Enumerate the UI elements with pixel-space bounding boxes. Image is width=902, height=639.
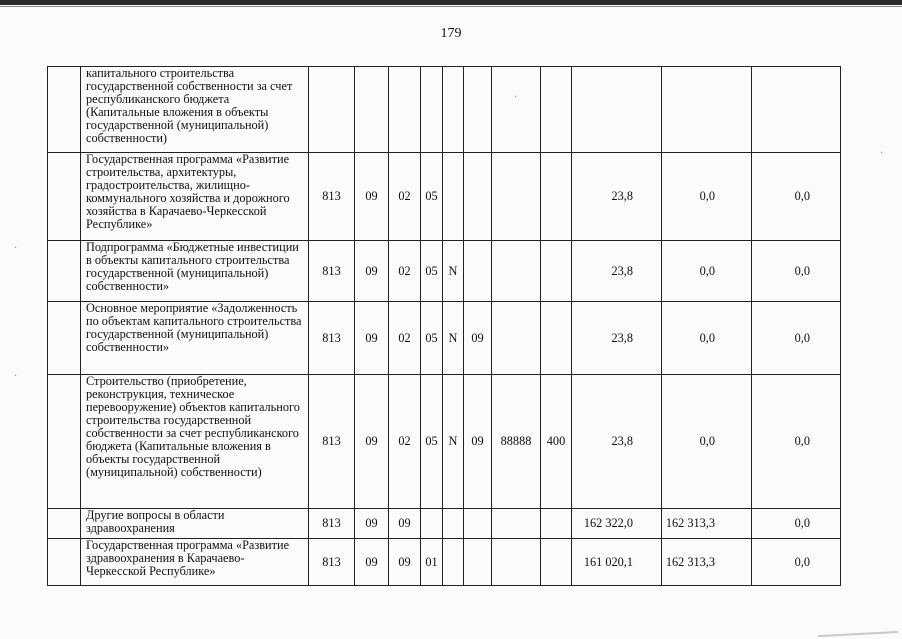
code-direction: 88888 (492, 375, 541, 509)
code-main-activity: 09 (464, 302, 492, 375)
row-name: Основное мероприятие «Задолженность по объектам капитального строительства государственной (муниципальной) собственности» (81, 302, 309, 375)
code-subprogram: N (443, 241, 464, 302)
amount-year-2: 0,0 (662, 153, 752, 241)
top-border-thin (0, 6, 902, 7)
code-direction (492, 241, 541, 302)
row-index-cell (48, 509, 81, 539)
code-subprogram: N (443, 302, 464, 375)
code-subsection: 02 (389, 302, 421, 375)
code-subprogram (443, 67, 464, 153)
code-main-activity: 09 (464, 375, 492, 509)
amount-year-1: 162 322,0 (572, 509, 662, 539)
code-section: 09 (355, 375, 389, 509)
amount-year-2: 0,0 (662, 241, 752, 302)
code-adm: 813 (309, 153, 355, 241)
budget-table (47, 66, 841, 586)
row-name: Строительство (приобретение, реконструкция, техническое перевооружение) объектов капитального строительства государственной собственности за счет республиканского бюджета (Капитальные вложения в объекты государственной (муниципальной) собственности) (81, 375, 309, 509)
code-main-activity (464, 67, 492, 153)
code-subprogram (443, 509, 464, 539)
code-subprogram (443, 539, 464, 586)
row-index-cell (48, 67, 81, 153)
row-name: капитального строительства государственной собственности за счет республиканского бюджета (Капитальные вложения в объекты государственной (муниципальной) собственности) (81, 67, 309, 153)
table-row (48, 153, 841, 241)
code-program: 05 (421, 302, 443, 375)
amount-year-3: 0,0 (752, 241, 841, 302)
code-subprogram: N (443, 375, 464, 509)
code-expense-type (541, 539, 572, 586)
amount-year-3: 0,0 (752, 539, 841, 586)
code-section: 09 (355, 539, 389, 586)
amount-year-3: 0,0 (752, 153, 841, 241)
code-main-activity (464, 153, 492, 241)
code-main-activity (464, 241, 492, 302)
amount-year-1: 161 020,1 (572, 539, 662, 586)
code-adm (309, 67, 355, 153)
code-program: 05 (421, 153, 443, 241)
code-direction (492, 67, 541, 153)
code-expense-type (541, 67, 572, 153)
code-section (355, 67, 389, 153)
amount-year-1: 23,8 (572, 241, 662, 302)
amount-year-2: 0,0 (662, 302, 752, 375)
row-name: Государственная программа «Развитие строительства, архитектуры, градостроительства, жилищно-коммунального хозяйства и дорожного хозяйства в Карачаево-Черкесской Республике» (81, 153, 309, 241)
row-index-cell (48, 539, 81, 586)
table-row (48, 539, 841, 586)
scan-speck: · (14, 243, 18, 254)
code-main-activity (464, 539, 492, 586)
scan-speck: · (514, 92, 518, 103)
scan-mark (818, 631, 898, 637)
code-direction (492, 302, 541, 375)
code-program: 01 (421, 539, 443, 586)
code-adm: 813 (309, 241, 355, 302)
code-direction (492, 153, 541, 241)
row-index-cell (48, 375, 81, 509)
page-number: 179 (440, 26, 462, 41)
code-adm: 813 (309, 539, 355, 586)
amount-year-1 (572, 67, 662, 153)
code-program (421, 67, 443, 153)
code-section: 09 (355, 509, 389, 539)
code-expense-type (541, 153, 572, 241)
amount-year-2: 162 313,3 (662, 509, 752, 539)
row-index-cell (48, 241, 81, 302)
table-row (48, 241, 841, 302)
code-adm: 813 (309, 509, 355, 539)
code-subsection: 09 (389, 539, 421, 586)
table-row (48, 509, 841, 539)
row-name: Подпрограмма «Бюджетные инвестиции в объекты капитального строительства государственной (муниципальной) собственности» (81, 241, 309, 302)
table-row (48, 375, 841, 509)
amount-year-3: 0,0 (752, 302, 841, 375)
code-subsection: 09 (389, 509, 421, 539)
amount-year-1: 23,8 (572, 302, 662, 375)
code-section: 09 (355, 302, 389, 375)
row-name: Государственная программа «Развитие здравоохранения в Карачаево-Черкесской Республике» (81, 539, 309, 586)
code-section: 09 (355, 241, 389, 302)
row-index-cell (48, 302, 81, 375)
table-row (48, 67, 841, 153)
code-subsection: 02 (389, 153, 421, 241)
amount-year-3: 0,0 (752, 509, 841, 539)
amount-year-2: 162 313,3 (662, 539, 752, 586)
code-direction (492, 539, 541, 586)
code-subsection: 02 (389, 241, 421, 302)
code-subsection (389, 67, 421, 153)
row-name: Другие вопросы в области здравоохранения (81, 509, 309, 539)
row-index-cell (48, 153, 81, 241)
code-expense-type (541, 509, 572, 539)
top-border (0, 0, 902, 5)
amount-year-1: 23,8 (572, 375, 662, 509)
amount-year-2 (662, 67, 752, 153)
code-program: 05 (421, 241, 443, 302)
amount-year-3 (752, 67, 841, 153)
code-expense-type (541, 302, 572, 375)
code-expense-type: 400 (541, 375, 572, 509)
amount-year-1: 23,8 (572, 153, 662, 241)
scan-speck: · (14, 371, 18, 382)
code-adm: 813 (309, 302, 355, 375)
table-row (48, 302, 841, 375)
scan-speck: · (880, 148, 884, 159)
code-section: 09 (355, 153, 389, 241)
code-subprogram (443, 153, 464, 241)
code-adm: 813 (309, 375, 355, 509)
code-direction (492, 509, 541, 539)
code-main-activity (464, 509, 492, 539)
amount-year-2: 0,0 (662, 375, 752, 509)
code-expense-type (541, 241, 572, 302)
code-program (421, 509, 443, 539)
code-program: 05 (421, 375, 443, 509)
code-subsection: 02 (389, 375, 421, 509)
amount-year-3: 0,0 (752, 375, 841, 509)
